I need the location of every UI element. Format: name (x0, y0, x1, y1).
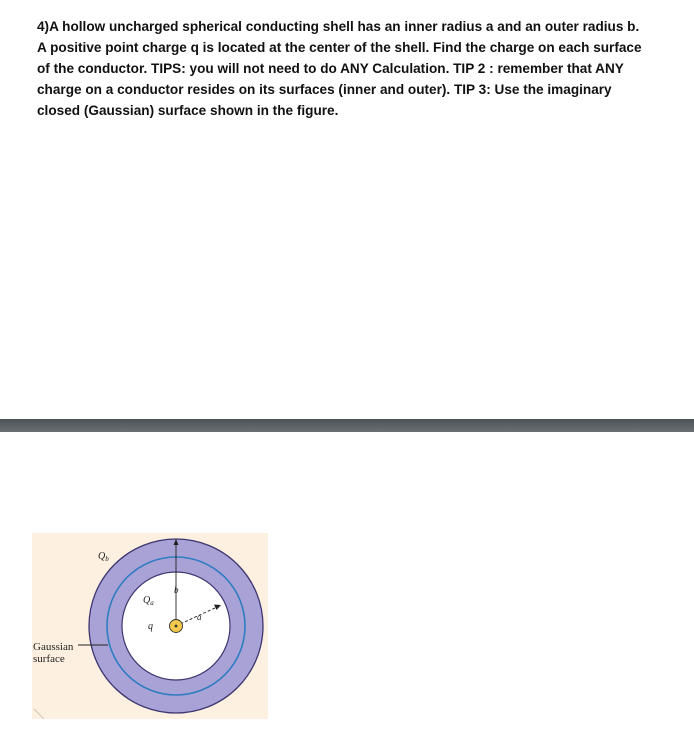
question-line: 4)A hollow uncharged spherical conducting shell has an inner radius a and an outer radius b. (37, 19, 640, 34)
gaussian-label-line1: Gaussian (33, 641, 74, 653)
inner-radius-label: a (197, 612, 202, 622)
question-line: charge on a conductor resides on its surfaces (inner and outer). TIP 3: Use the imaginary (37, 82, 612, 97)
conducting-shell-figure (32, 533, 268, 719)
question-line: of the conductor. TIPS: you will not need to do ANY Calculation. TIP 2 : remember that ANY (37, 61, 624, 76)
question-line: A positive point charge q is located at the center of the shell. Find the charge on each surface (37, 40, 642, 55)
inner-charge-label (143, 595, 154, 607)
outer-radius-label: b (174, 585, 179, 595)
point-charge-center (175, 625, 178, 628)
question-text (37, 16, 677, 121)
inner-charge-subscript: a (150, 599, 154, 607)
gaussian-surface-label (33, 641, 73, 665)
outer-charge-label (98, 551, 109, 563)
corner-mark (34, 709, 44, 719)
gaussian-label-line2: surface (33, 653, 65, 665)
separator-bar (0, 419, 694, 432)
inner-charge-symbol: Q (143, 595, 151, 606)
outer-charge-subscript: b (105, 555, 109, 563)
question-line: closed (Gaussian) surface shown in the figure. (37, 103, 339, 118)
outer-charge-symbol: Q (98, 551, 106, 562)
point-charge-label: q (148, 621, 153, 632)
